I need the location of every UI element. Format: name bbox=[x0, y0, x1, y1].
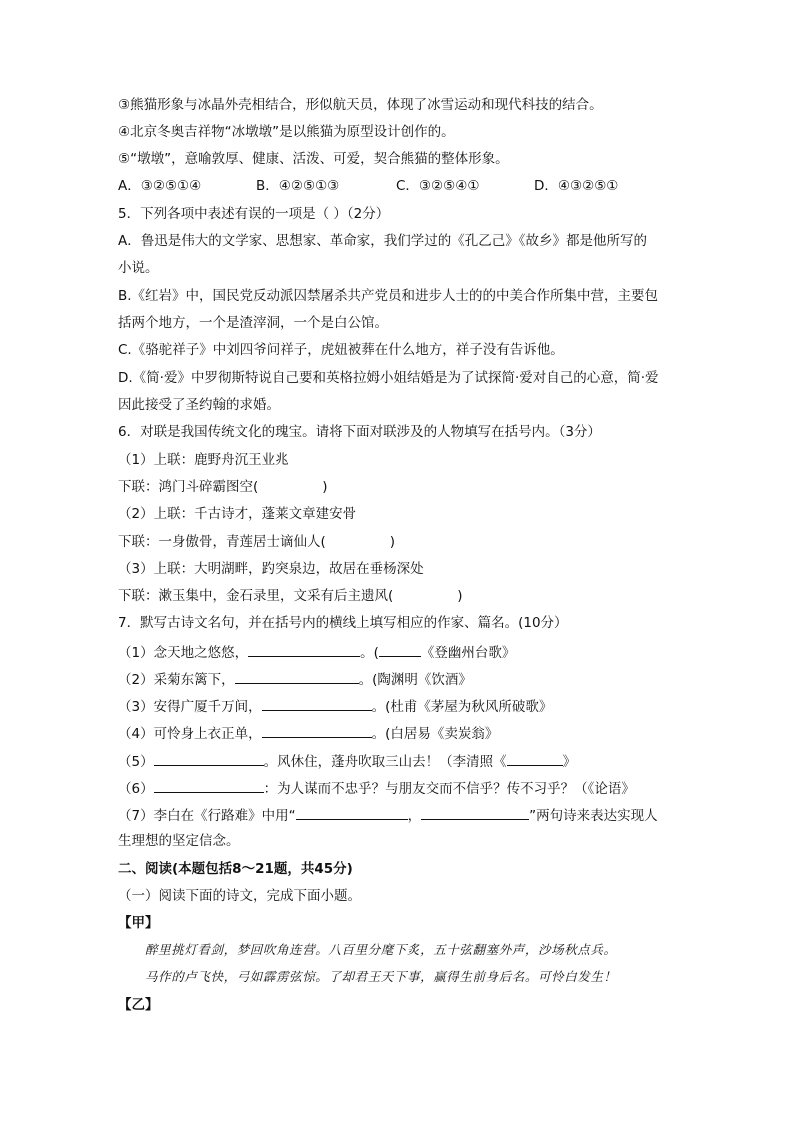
section-2-subheading: （一）阅读下面的诗文，完成下面小题。 bbox=[118, 888, 361, 904]
q4-option-d: D．④③②⑤① bbox=[534, 178, 619, 194]
q4-option-c: C．③②⑤④① bbox=[396, 178, 480, 194]
passage-yi-label: 【乙】 bbox=[118, 997, 159, 1013]
item-5-text: ⑤“墩墩”，意喻敦厚、健康、活泼、可爱，契合熊猫的整体形象。 bbox=[118, 151, 509, 167]
q5-option-d-line2: 因此接受了圣约翰的求婚。 bbox=[118, 397, 280, 413]
poem-line-2: 马作的卢飞快，弓如霹雳弦惊。了却君王天下事，赢得生前身后名。可怜白发生！ bbox=[145, 969, 617, 984]
q7-item-1: （1）念天地之悠悠， 。( 《登幽州台歌》 bbox=[118, 642, 678, 662]
q4-option-a: A．③②⑤①④ bbox=[118, 178, 202, 194]
q4-option-b: B．④②⑤①③ bbox=[256, 178, 340, 194]
q5-option-a-line1: A．鲁迅是伟大的文学家、思想家、革命家，我们学过的《孔乙己》《故乡》都是他所写的 bbox=[118, 233, 647, 249]
q7-item-3: （3）安得广厦千万间， 。(杜甫《茅屋为秋风所破歌》 bbox=[118, 696, 678, 716]
answer-blank[interactable] bbox=[379, 642, 421, 657]
q6-couplet-1-upper: （1）上联：鹿野舟沉王业兆 bbox=[118, 452, 289, 468]
section-2-heading: 二、阅读(本题包括8～21题，共45分) bbox=[118, 861, 353, 877]
q7-item-5: （5） 。风休住，蓬舟吹取三山去！（李清照《 》 bbox=[118, 751, 678, 771]
q5-stem: 5．下列各项中表述有误的一项是（ ）（2分） bbox=[118, 206, 390, 222]
q5-option-b-line1: B.《红岩》中，国民党反动派囚禁屠杀共产党员和进步人士的的中美合作所集中营，主要包 bbox=[118, 288, 659, 304]
q6-couplet-3-upper: （3）上联：大明湖畔，趵突泉边，故居在垂杨深处 bbox=[118, 561, 424, 577]
answer-blank[interactable] bbox=[248, 642, 360, 657]
answer-blank[interactable] bbox=[262, 723, 372, 738]
q6-stem: 6．对联是我国传统文化的瑰宝。请将下面对联涉及的人物填写在括号内。（3分） bbox=[118, 424, 601, 440]
q7-stem: 7．默写古诗文名句，并在括号内的横线上填写相应的作家、篇名。(10分） bbox=[118, 615, 568, 631]
q5-option-c: C.《骆驼祥子》中刘四爷问祥子，虎妞被葬在什么地方，祥子没有告诉他。 bbox=[118, 342, 564, 358]
q5-option-b-line2: 括两个地方，一个是渣滓洞，一个是白公馆。 bbox=[118, 315, 388, 331]
q6-couplet-2-lower: 下联：一身傲骨，青莲居士谪仙人( ) bbox=[118, 534, 396, 550]
answer-blank[interactable] bbox=[507, 751, 563, 766]
item-3-text: ③熊猫形象与冰晶外壳相结合，形似航天员，体现了冰雪运动和现代科技的结合。 bbox=[118, 97, 603, 113]
passage-jia-label: 【甲】 bbox=[118, 915, 159, 931]
q6-couplet-3-lower: 下联：漱玉集中，金石录里，文采有后主遗风( ) bbox=[118, 588, 463, 604]
answer-blank[interactable] bbox=[421, 805, 529, 820]
q5-option-a-line2: 小说。 bbox=[118, 260, 159, 276]
q7-item-2: （2）采菊东篱下， 。(陶渊明《饮酒》 bbox=[118, 669, 678, 689]
item-4-text: ④北京冬奥吉祥物“冰墩墩”是以熊猫为原型设计创作的。 bbox=[118, 124, 455, 140]
answer-blank[interactable] bbox=[235, 669, 359, 684]
poem-line-1: 醉里挑灯看剑，梦回吹角连营。八百里分麾下炙，五十弦翻塞外声，沙场秋点兵。 bbox=[145, 942, 617, 957]
q7-item-4: （4）可怜身上衣正单， 。(白居易《卖炭翁》 bbox=[118, 723, 678, 743]
answer-blank[interactable] bbox=[154, 751, 264, 766]
q6-couplet-2-upper: （2）上联：千古诗才，蓬莱文章建安骨 bbox=[118, 506, 357, 522]
q4-options bbox=[118, 177, 678, 195]
q7-item-7-line2: 生理想的坚定信念。 bbox=[118, 833, 240, 849]
q6-couplet-1-lower: 下联：鸿门斗碎霸图空( ) bbox=[118, 479, 328, 495]
q7-item-7-line1: （7）李白在《行路难》中用“ ， ”两句诗来表达实现人 bbox=[118, 805, 678, 825]
q5-option-d-line1: D.《简·爱》中罗彻斯特说自己要和英格拉姆小姐结婚是为了试探简·爱对自己的心意，简·爱 bbox=[118, 370, 659, 386]
q7-item-6: （6） ：为人谋而不忠乎？与朋友交而不信乎？传不习乎？（《论语》 bbox=[118, 778, 678, 798]
answer-blank[interactable] bbox=[262, 696, 372, 711]
answer-blank[interactable] bbox=[296, 805, 408, 820]
answer-blank[interactable] bbox=[154, 778, 264, 793]
